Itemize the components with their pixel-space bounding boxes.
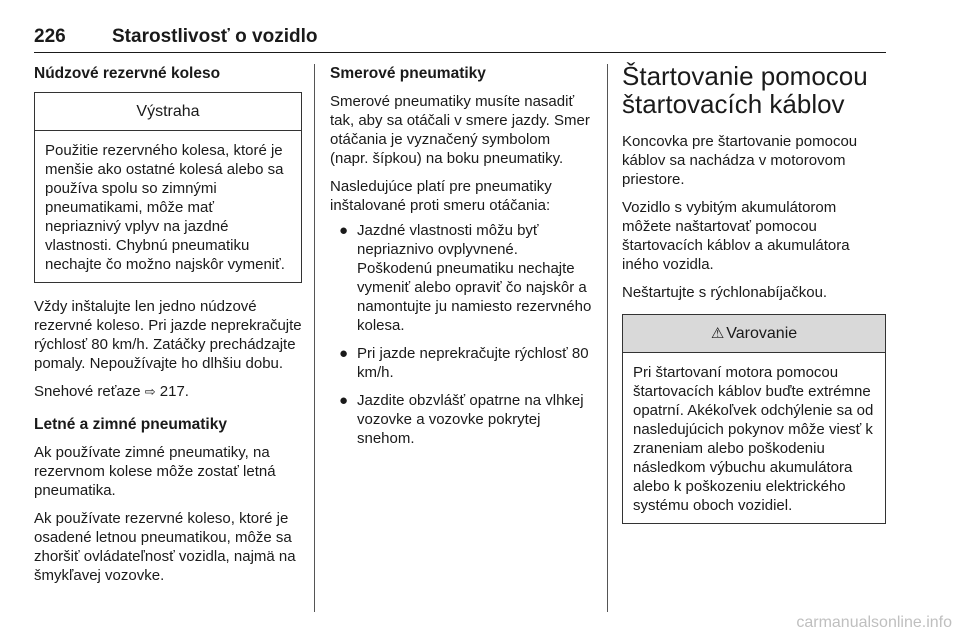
page-number: 226 [34, 26, 66, 47]
column-divider [607, 64, 608, 612]
paragraph: Vozidlo s vybitým akumulátorom môžete naštartovať pomocou štartovacích káblov a akumulátora iného vozidla. [622, 199, 850, 273]
section-heading-spare-wheel: Núdzové rezervné koleso [34, 65, 221, 82]
reference-page[interactable]: 217. [159, 383, 189, 400]
watermark: carmanualsonline.info [796, 614, 952, 631]
warning-text: Pri štartovaní motora pomocou štartovacích káblov buďte extrémne opatrní. Akékoľvek odchýlenie sa od nasledujúcich pokynov môže viesť k zraneniam alebo poškodeniu následkom výbuchu akumulátora alebo k poškozeniu elektrického systému oboch vozidiel. [633, 364, 874, 514]
bullet-list [330, 221, 592, 448]
warning-triangle-icon: ⚠ [710, 325, 725, 342]
column-middle [330, 64, 592, 457]
page-title: Starostlivosť o vozidlo [112, 26, 318, 47]
warning-box [622, 314, 886, 524]
list-item: ● Jazdite obzvlášť opatrne na vlhkej vozovke a vozovke pokrytej snehom. [339, 392, 584, 447]
paragraph: Ak používate zimné pneumatiky, na rezervnom kolese môže zostať letná pneumatika. [34, 444, 276, 499]
paragraph: Nasledujúce platí pre pneumatiky inštalované proti smeru otáčania: [330, 178, 552, 214]
section-heading-seasonal-tyres: Letné a zimné pneumatiky [34, 416, 227, 433]
paragraph: Smerové pneumatiky musíte nasadiť tak, aby sa otáčali v smere jazdy. Smer otáčania je vyznačený symbolom (napr. šípkou) na boku pneumatiky. [330, 93, 590, 167]
bullet-icon: ● [339, 392, 349, 409]
notice-box [34, 92, 302, 283]
column-divider [314, 64, 315, 612]
section-heading-jump-start: Štartovanie pomocou štartovacích káblov [622, 61, 868, 119]
list-item: ● Jazdné vlastnosti môžu byť nepriaznivo ovplyvnené. Poškodenú pneumatiku nechajte vymeniť alebo opraviť čo najskôr a namontujte ju namiesto rezervného kolesa. [339, 222, 592, 334]
notice-title: Výstraha [35, 93, 301, 131]
paragraph: Vždy inštalujte len jedno núdzové rezervné koleso. Pri jazde neprekračujte rýchlosť 80 km/h. Zatáčky prechádzajte pomaly. Nepoužívajte ho dlhšiu dobu. [34, 298, 302, 372]
paragraph: Koncovka pre štartovanie pomocou káblov sa nachádza v motorovom priestore. [622, 133, 858, 188]
reference-arrow-icon: ⇨ [144, 384, 156, 399]
column-right [622, 61, 886, 538]
cross-reference[interactable]: Snehové reťaze ⇨ 217. [34, 383, 189, 400]
bullet-icon: ● [339, 222, 349, 239]
section-heading-directional-tyres: Smerové pneumatiky [330, 65, 486, 82]
column-left [34, 64, 302, 594]
page-header [34, 26, 886, 53]
paragraph: Ak používate rezervné koleso, ktoré je osadené letnou pneumatikou, môže sa zhoršiť ovládateľnosť vozidla, najmä na šmykľavej vozovke. [34, 510, 296, 584]
notice-text: Použitie rezervného kolesa, ktoré je menšie ako ostatné kolesá alebo sa používa spolu so zimnými pneumatikami, môže mať nepriaznivý vplyv na jazdné vlastnosti. Chybnú pneumatiku nechajte čo možno najskôr vymeniť. [45, 142, 285, 273]
list-item: ● Pri jazde neprekračujte rýchlosť 80 km/h. [339, 345, 589, 381]
paragraph: Neštartujte s rýchlonabíjačkou. [622, 284, 828, 301]
warning-header [623, 315, 885, 353]
bullet-icon: ● [339, 345, 349, 362]
warning-title: Varovanie [726, 325, 798, 342]
